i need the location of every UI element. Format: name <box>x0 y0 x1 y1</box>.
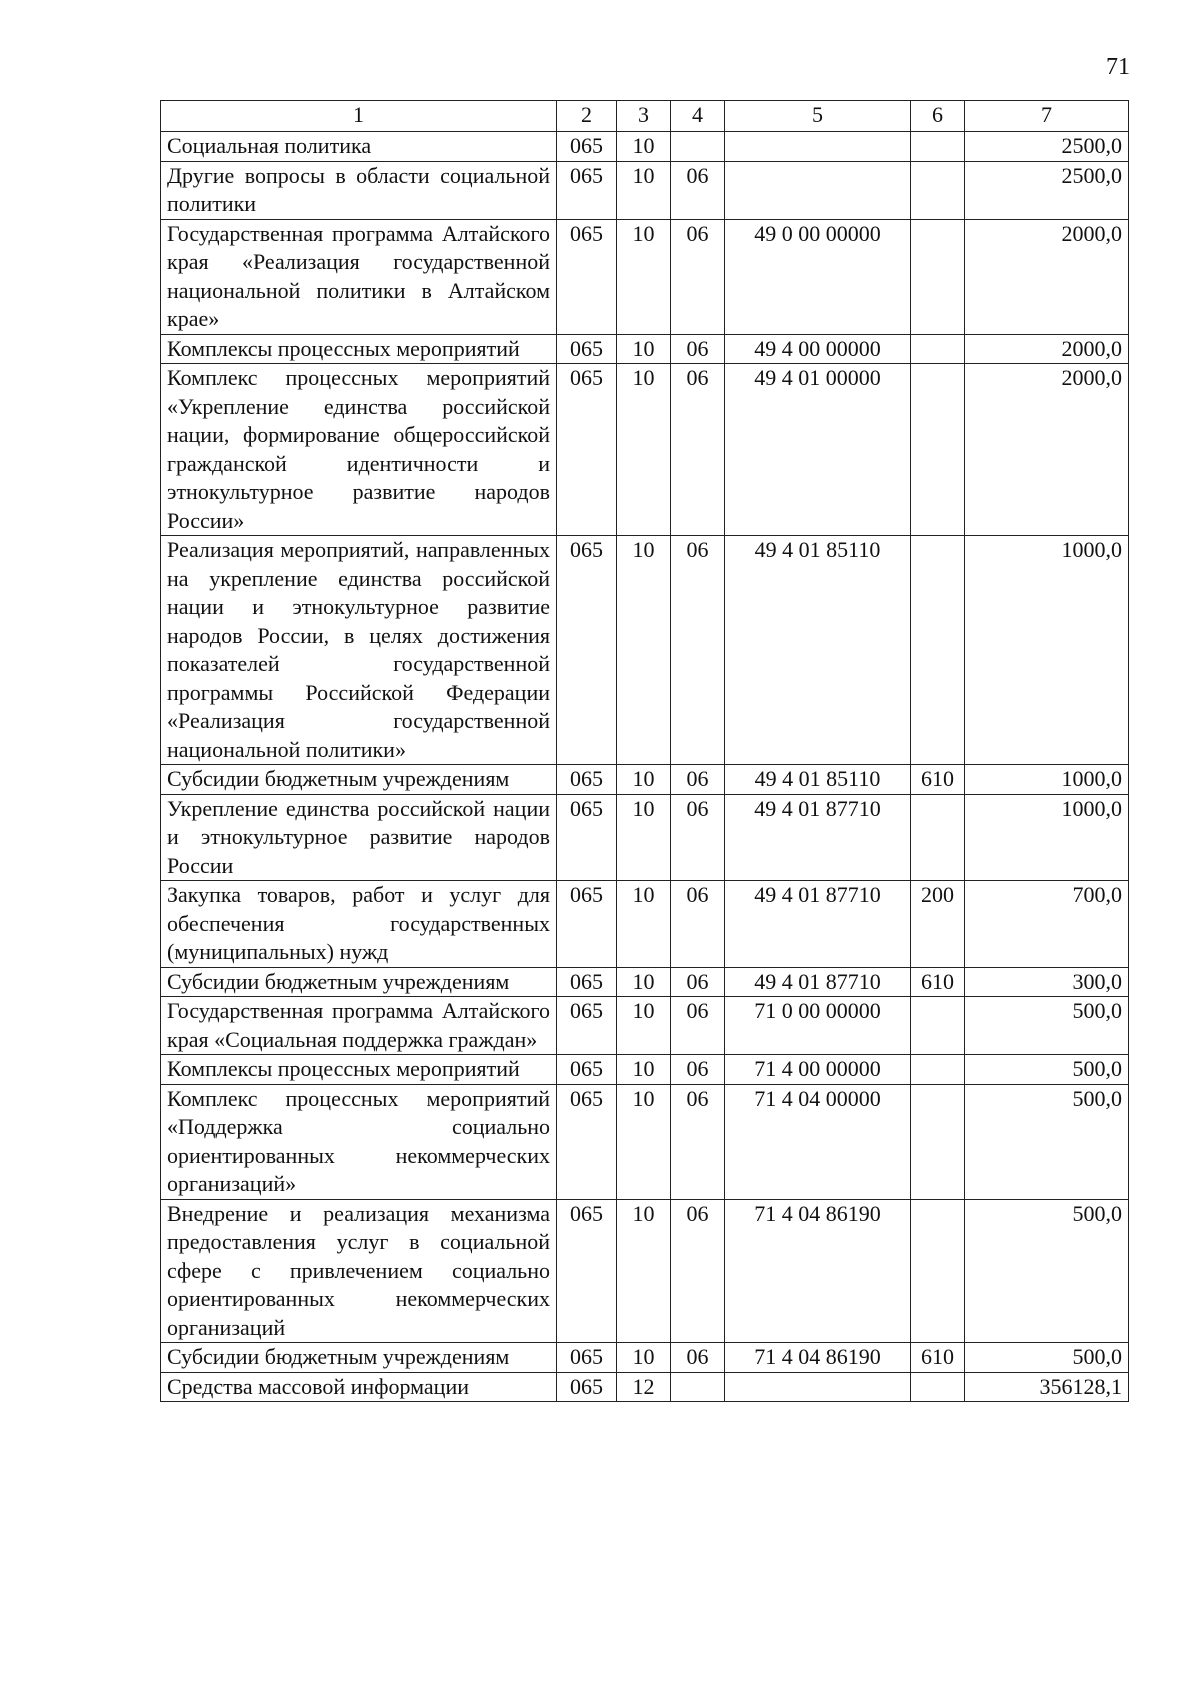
table-row <box>161 967 1129 997</box>
target-article-code: 71 4 04 00000 <box>725 1084 911 1199</box>
amount: 2000,0 <box>965 334 1129 364</box>
table-row <box>161 765 1129 795</box>
expense-type-code <box>911 1084 965 1199</box>
section-code: 10 <box>617 1055 671 1085</box>
table-row <box>161 334 1129 364</box>
item-name: Государственная программа Алтайского края «Реализация государственной национальной политики в Алтайском крае» <box>161 219 557 334</box>
target-article-code: 71 4 04 86190 <box>725 1343 911 1373</box>
target-article-code <box>725 132 911 162</box>
amount: 700,0 <box>965 881 1129 968</box>
department-code: 065 <box>557 536 617 765</box>
amount: 300,0 <box>965 967 1129 997</box>
section-code: 10 <box>617 219 671 334</box>
section-code: 10 <box>617 765 671 795</box>
table-row <box>161 1084 1129 1199</box>
subsection-code: 06 <box>671 161 725 219</box>
amount: 356128,1 <box>965 1372 1129 1402</box>
target-article-code: 71 4 00 00000 <box>725 1055 911 1085</box>
department-code: 065 <box>557 1372 617 1402</box>
department-code: 065 <box>557 1343 617 1373</box>
column-header: 7 <box>965 101 1129 132</box>
department-code: 065 <box>557 794 617 881</box>
amount: 1000,0 <box>965 794 1129 881</box>
item-name: Комплекс процессных мероприятий «Укрепление единства российской нации, формирование общероссийской гражданской идентичности и этнокультурное развитие народов России» <box>161 364 557 536</box>
expense-type-code <box>911 219 965 334</box>
item-name: Укрепление единства российской нации и этнокультурное развитие народов России <box>161 794 557 881</box>
table-header-row <box>161 101 1129 132</box>
expense-type-code <box>911 536 965 765</box>
department-code: 065 <box>557 881 617 968</box>
expense-type-code <box>911 794 965 881</box>
section-code: 10 <box>617 161 671 219</box>
department-code: 065 <box>557 967 617 997</box>
expense-type-code: 610 <box>911 765 965 795</box>
section-code: 10 <box>617 132 671 162</box>
amount: 2000,0 <box>965 364 1129 536</box>
department-code: 065 <box>557 219 617 334</box>
subsection-code: 06 <box>671 334 725 364</box>
expense-type-code <box>911 334 965 364</box>
section-code: 10 <box>617 334 671 364</box>
amount: 2000,0 <box>965 219 1129 334</box>
section-code: 10 <box>617 881 671 968</box>
department-code: 065 <box>557 1084 617 1199</box>
table-row <box>161 161 1129 219</box>
item-name: Субсидии бюджетным учреждениям <box>161 967 557 997</box>
amount: 500,0 <box>965 1199 1129 1343</box>
table-row <box>161 794 1129 881</box>
subsection-code: 06 <box>671 1055 725 1085</box>
department-code: 065 <box>557 364 617 536</box>
subsection-code: 06 <box>671 536 725 765</box>
table-row <box>161 132 1129 162</box>
column-header: 1 <box>161 101 557 132</box>
subsection-code: 06 <box>671 1343 725 1373</box>
amount: 1000,0 <box>965 765 1129 795</box>
table-row <box>161 1199 1129 1343</box>
column-header: 2 <box>557 101 617 132</box>
expense-type-code: 200 <box>911 881 965 968</box>
table-row <box>161 1372 1129 1402</box>
target-article-code: 49 0 00 00000 <box>725 219 911 334</box>
subsection-code <box>671 132 725 162</box>
section-code: 12 <box>617 1372 671 1402</box>
expense-type-code: 610 <box>911 967 965 997</box>
department-code: 065 <box>557 765 617 795</box>
expense-type-code <box>911 132 965 162</box>
expense-type-code <box>911 161 965 219</box>
item-name: Комплексы процессных мероприятий <box>161 334 557 364</box>
item-name: Государственная программа Алтайского края «Социальная поддержка граждан» <box>161 997 557 1055</box>
target-article-code: 71 4 04 86190 <box>725 1199 911 1343</box>
department-code: 065 <box>557 132 617 162</box>
table-row <box>161 536 1129 765</box>
column-header: 4 <box>671 101 725 132</box>
expense-type-code <box>911 997 965 1055</box>
table-row <box>161 997 1129 1055</box>
item-name: Субсидии бюджетным учреждениям <box>161 1343 557 1373</box>
department-code: 065 <box>557 1055 617 1085</box>
amount: 500,0 <box>965 997 1129 1055</box>
target-article-code: 49 4 01 87710 <box>725 967 911 997</box>
item-name: Комплексы процессных мероприятий <box>161 1055 557 1085</box>
subsection-code: 06 <box>671 881 725 968</box>
section-code: 10 <box>617 1199 671 1343</box>
department-code: 065 <box>557 997 617 1055</box>
subsection-code: 06 <box>671 765 725 795</box>
item-name: Другие вопросы в области социальной политики <box>161 161 557 219</box>
target-article-code: 71 0 00 00000 <box>725 997 911 1055</box>
section-code: 10 <box>617 364 671 536</box>
table-row <box>161 364 1129 536</box>
item-name: Социальная политика <box>161 132 557 162</box>
expense-type-code <box>911 1199 965 1343</box>
expense-type-code: 610 <box>911 1343 965 1373</box>
column-header: 6 <box>911 101 965 132</box>
amount: 500,0 <box>965 1343 1129 1373</box>
section-code: 10 <box>617 1343 671 1373</box>
department-code: 065 <box>557 334 617 364</box>
table-row <box>161 219 1129 334</box>
expense-type-code <box>911 1372 965 1402</box>
item-name: Реализация мероприятий, направленных на укрепление единства российской нации и этнокультурное развитие народов России, в целях достижения показателей государственной программы Российской Федерации «Реализация государственной национальной политики» <box>161 536 557 765</box>
table-row <box>161 1343 1129 1373</box>
amount: 500,0 <box>965 1055 1129 1085</box>
subsection-code: 06 <box>671 794 725 881</box>
column-header: 3 <box>617 101 671 132</box>
item-name: Субсидии бюджетным учреждениям <box>161 765 557 795</box>
expense-type-code <box>911 1055 965 1085</box>
subsection-code: 06 <box>671 1084 725 1199</box>
section-code: 10 <box>617 1084 671 1199</box>
target-article-code: 49 4 01 85110 <box>725 536 911 765</box>
target-article-code: 49 4 01 87710 <box>725 794 911 881</box>
section-code: 10 <box>617 997 671 1055</box>
target-article-code <box>725 1372 911 1402</box>
item-name: Средства массовой информации <box>161 1372 557 1402</box>
subsection-code: 06 <box>671 219 725 334</box>
amount: 1000,0 <box>965 536 1129 765</box>
amount: 2500,0 <box>965 161 1129 219</box>
page-number: 71 <box>1106 54 1130 80</box>
amount: 2500,0 <box>965 132 1129 162</box>
expense-type-code <box>911 364 965 536</box>
budget-table <box>160 100 1129 1402</box>
item-name: Закупка товаров, работ и услуг для обеспечения государственных (муниципальных) нужд <box>161 881 557 968</box>
target-article-code: 49 4 00 00000 <box>725 334 911 364</box>
target-article-code: 49 4 01 00000 <box>725 364 911 536</box>
target-article-code: 49 4 01 85110 <box>725 765 911 795</box>
subsection-code <box>671 1372 725 1402</box>
section-code: 10 <box>617 794 671 881</box>
table-row <box>161 1055 1129 1085</box>
section-code: 10 <box>617 967 671 997</box>
target-article-code <box>725 161 911 219</box>
subsection-code: 06 <box>671 967 725 997</box>
amount: 500,0 <box>965 1084 1129 1199</box>
subsection-code: 06 <box>671 364 725 536</box>
department-code: 065 <box>557 161 617 219</box>
section-code: 10 <box>617 536 671 765</box>
department-code: 065 <box>557 1199 617 1343</box>
column-header: 5 <box>725 101 911 132</box>
item-name: Внедрение и реализация механизма предоставления услуг в социальной сфере с привлечением социально ориентированных некоммерческих организаций <box>161 1199 557 1343</box>
table-row <box>161 881 1129 968</box>
item-name: Комплекс процессных мероприятий «Поддержка социально ориентированных некоммерческих организаций» <box>161 1084 557 1199</box>
subsection-code: 06 <box>671 1199 725 1343</box>
target-article-code: 49 4 01 87710 <box>725 881 911 968</box>
subsection-code: 06 <box>671 997 725 1055</box>
